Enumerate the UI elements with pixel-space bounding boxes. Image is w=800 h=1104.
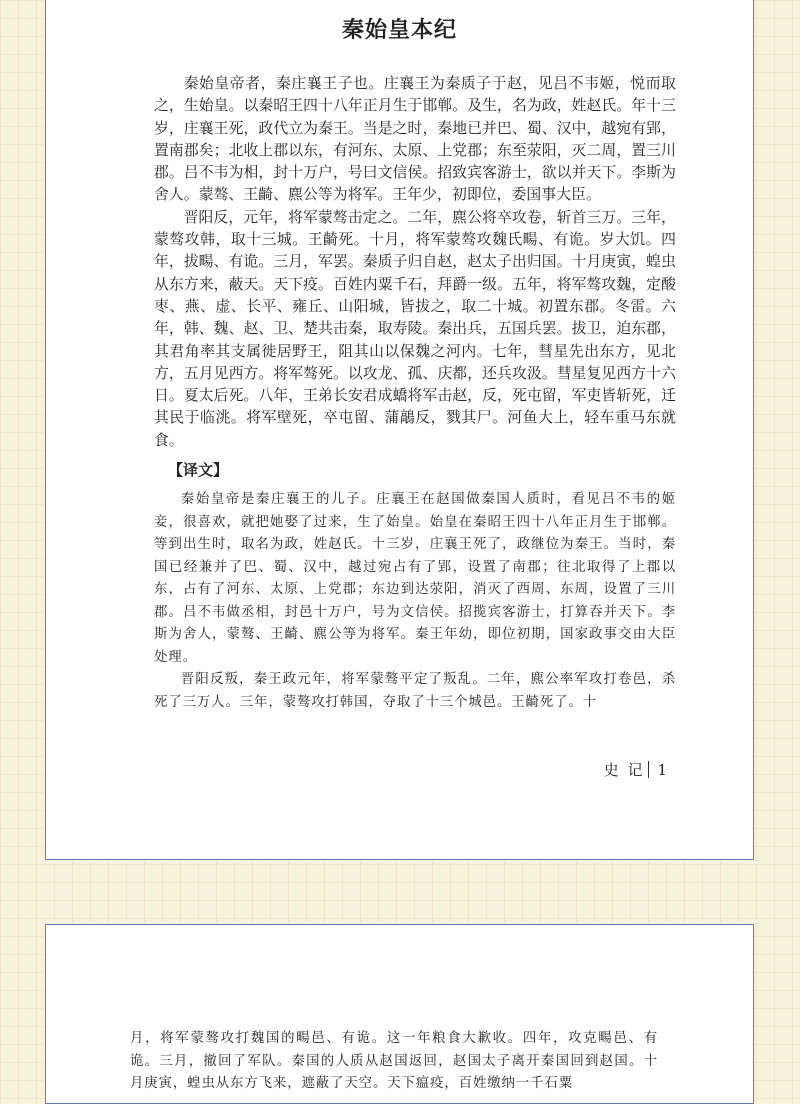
footer-divider (648, 761, 649, 778)
translation-text (154, 489, 676, 714)
translation-paragraph: 晋阳反叛，秦王政元年，将军蒙骜平定了叛乱。二年，麃公率军攻打卷邑，杀死了三万人。三年，蒙骜攻打韩国，夺取了十三个城邑。王齮死了。十 (154, 672, 676, 710)
continued-translation (130, 1028, 658, 1096)
page-1 (45, 0, 754, 860)
translation-paragraph: 秦始皇帝是秦庄襄王的儿子。庄襄王在赵国做秦国人质时，看见吕不韦的姬妾，很喜欢，就把她娶了过来，生了始皇。始皇在秦昭王四十八年正月生于邯郸。等到出生时，取名为政，姓赵氏。十三岁，庄襄王死了，政继位为秦王。当时，秦国已经兼并了巴、蜀、汉中，越过宛占有了郢，设置了南郡；往北取得了上郡以东，占有了河东、太原、上党郡；东边到达荥阳，消灭了西周、东周，设置了三川郡。吕不韦做丞相，封邑十万户，号为文信侯。招揽宾客游士，打算吞并天下。李斯为舍人，蒙骜、王齮、麃公等为将军。秦王年幼，即位初期，国家政事交由大臣处理。 (154, 492, 676, 665)
page-title: 秦始皇本纪 (341, 18, 457, 43)
original-text (154, 73, 676, 452)
footer-book-title: 史 记 (603, 761, 645, 779)
page-2 (45, 924, 754, 1104)
page-footer (604, 759, 669, 780)
original-paragraph: 秦始皇帝者，秦庄襄王子也。庄襄王为秦质子于赵，见吕不韦姬，悦而取之，生始皇。以秦昭王四十八年正月生于邯郸。及生，名为政，姓赵氏。年十三岁，庄襄王死，政代立为秦王。当是之时，秦地已并巴、蜀、汉中，越宛有郢，置南郡矣；北收上郡以东，有河东、太原、上党郡；东至荥阳，灭二周，置三川郡。吕不韦为相，封十万户，号曰文信侯。招致宾客游士，欲以并天下。李斯为舍人。蒙骜、王齮、麃公等为将军。王年少，初即位，委国事大臣。 (154, 75, 676, 204)
page-number: 1 (657, 761, 669, 779)
translation-heading: 【译文】 (168, 461, 229, 479)
original-paragraph: 晋阳反，元年，将军蒙骜击定之。二年，麃公将卒攻卷，斩首三万。三年，蒙骜攻韩，取十三城。王齮死。十月，将军蒙骜攻魏氏畼、有诡。岁大饥。四年，拔畼、有诡。三月，军罢。秦质子归自赵，赵太子出归国。十月庚寅，蝗虫从东方来，蔽天。天下疫。百姓内粟千石，拜爵一级。五年，将军骜攻魏，定酸枣、燕、虚、长平、雍丘、山阳城，皆拔之，取二十城。初置东郡。冬雷。六年，韩、魏、赵、卫、楚共击秦，取寿陵。秦出兵，五国兵罢。拔卫，迫东郡，其君角率其支属徙居野王，阻其山以保魏之河内。七年，彗星先出东方，见北方，五月见西方。将军骜死。以攻龙、孤、庆都，还兵攻汲。彗星复见西方十六日。夏太后死。八年，王弟长安君成蟜将军击赵，反，死屯留，军吏皆斩死，迁其民于临洮。将军壁死，卒屯留、蒲鶮反，戮其尸。河鱼大上，轻车重马东就食。 (154, 208, 676, 449)
translation-paragraph: 月，将军蒙骜攻打魏国的畼邑、有诡。这一年粮食大歉收。四年，攻克畼邑、有诡。三月，撤回了军队。秦国的人质从赵国返回，赵国太子离开秦国回到赵国。十月庚寅，蝗虫从东方飞来，遮蔽了天空。天下瘟疫，百姓缴纳一千石粟 (130, 1031, 658, 1091)
